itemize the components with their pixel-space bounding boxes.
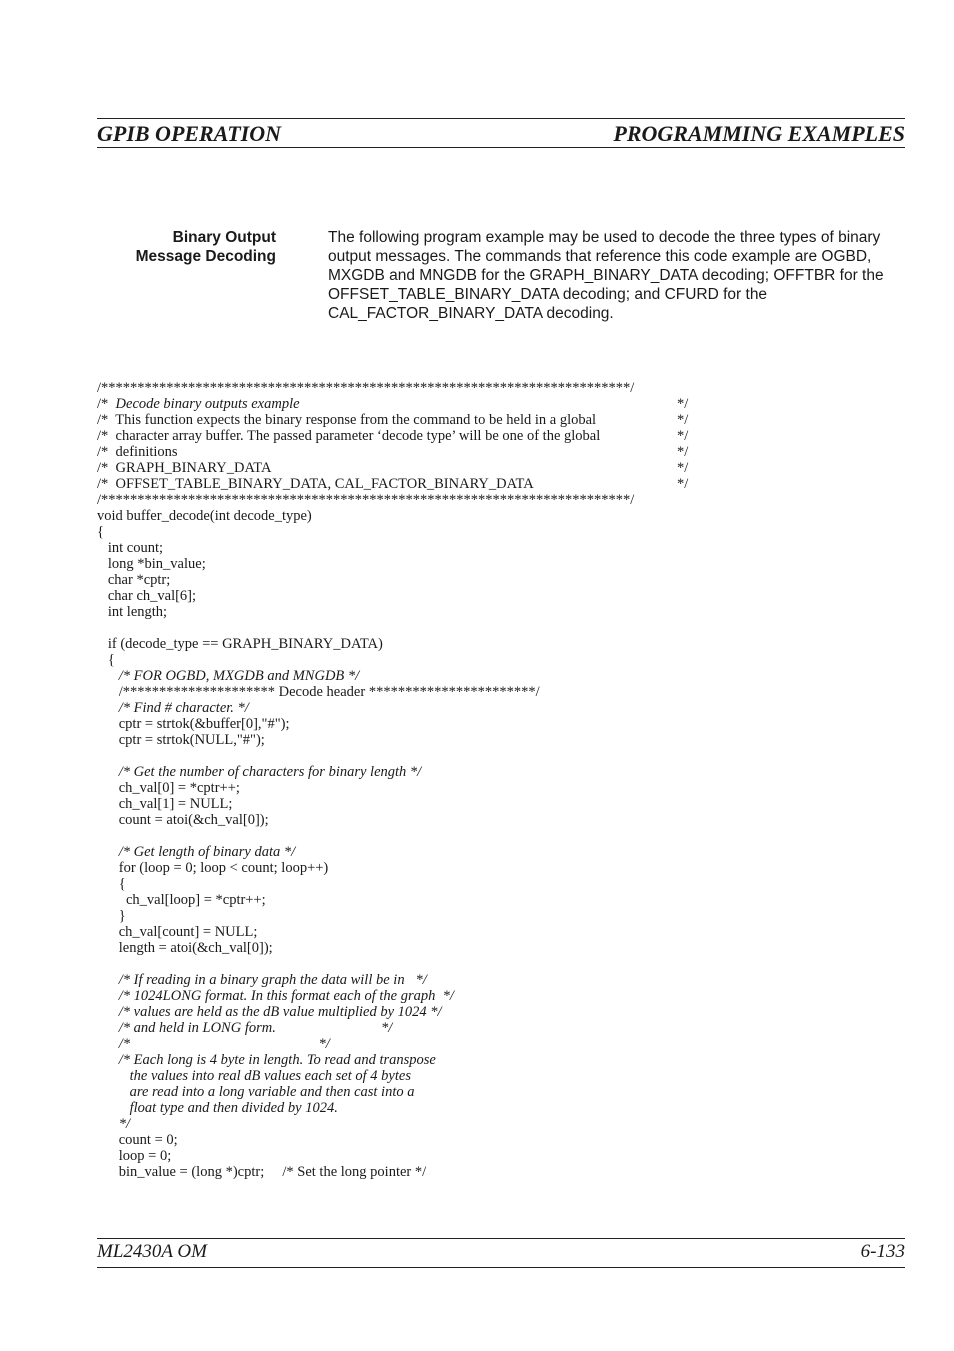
footer-page-number: 6-133 [860, 1241, 905, 1262]
comment-close-marker: */ [677, 444, 689, 460]
comment-close-marker: */ [677, 412, 689, 428]
code-line: /* 1024LONG format. In this format each of the graph */ [97, 988, 454, 1004]
code-line: { [97, 524, 104, 540]
comment-open-marker: /* [97, 428, 116, 444]
code-line: /* If reading in a binary graph the data will be in */ [97, 972, 427, 988]
comment-box-text: definitions [115, 444, 178, 460]
intro-line: CAL_FACTOR_BINARY_DATA decoding. [328, 305, 614, 322]
comment-box-line [97, 476, 697, 492]
comment-open-marker: /* [97, 476, 116, 492]
intro-line: MXGDB and MNGDB for the GRAPH_BINARY_DATA decoding; OFFTBR for the [328, 267, 884, 284]
comment-box-text: This function expects the binary response from the command to be held in a global [115, 412, 597, 428]
code-line: the values into real dB values each set of 4 bytes [97, 1068, 411, 1084]
intro-line: The following program example may be used to decode the three types of binary [328, 229, 881, 246]
header-section-title: PROGRAMMING EXAMPLES [613, 121, 905, 146]
code-line: { [97, 876, 126, 892]
code-line: bin_value = (long *)cptr; /* Set the long pointer */ [97, 1164, 427, 1180]
section-heading [96, 228, 276, 266]
page-header [97, 118, 905, 148]
code-line: /* Find # character. */ [97, 700, 249, 716]
code-listing [97, 380, 697, 1180]
code-line [97, 620, 697, 636]
intro-line: OFFSET_TABLE_BINARY_DATA decoding; and CFURD for the [328, 286, 768, 303]
code-line: ch_val[1] = NULL; [97, 796, 233, 812]
code-line: /* values are held as the dB value multiplied by 1024 */ [97, 1004, 442, 1020]
footer-manual-id: ML2430A OM [97, 1241, 207, 1262]
section-heading-line: Binary Output [172, 229, 276, 246]
comment-box-text: OFFSET_TABLE_BINARY_DATA, CAL_FACTOR_BINARY_DATA [115, 476, 534, 492]
code-line: cptr = strtok(NULL,"#"); [97, 732, 265, 748]
code-line: /* Get length of binary data */ [97, 844, 296, 860]
code-line: length = atoi(&ch_val[0]); [97, 940, 273, 956]
comment-close-marker: */ [677, 476, 689, 492]
code-line: loop = 0; [97, 1148, 172, 1164]
code-line: count = 0; [97, 1132, 178, 1148]
code-line: void buffer_decode(int decode_type) [97, 508, 312, 524]
comment-banner-top: /*************************************************************************/ [97, 380, 635, 396]
code-line [97, 956, 697, 972]
comment-open-marker: /* [97, 396, 116, 412]
code-line: int count; [97, 540, 164, 556]
intro-line: output messages. The commands that reference this code example are OGBD, [328, 248, 872, 265]
comment-banner-bottom: /*************************************************************************/ [97, 492, 635, 508]
code-line: /* Each long is 4 byte in length. To read and transpose [97, 1052, 436, 1068]
comment-open-marker: /* [97, 412, 116, 428]
code-line: cptr = strtok(&buffer[0],"#"); [97, 716, 290, 732]
code-line: int length; [97, 604, 168, 620]
comment-box-line [97, 396, 697, 412]
comment-box-line [97, 460, 697, 476]
code-line: /* */ [97, 1036, 330, 1052]
comment-box-line [97, 428, 697, 444]
comment-box-line [97, 412, 697, 428]
code-line: for (loop = 0; loop < count; loop++) [97, 860, 329, 876]
comment-open-marker: /* [97, 460, 116, 476]
code-line: /* Get the number of characters for binary length */ [97, 764, 422, 780]
code-line: char ch_val[6]; [97, 588, 197, 604]
code-line [97, 828, 697, 844]
code-line: /* FOR OGBD, MXGDB and MNGDB */ [97, 668, 360, 684]
comment-close-marker: */ [677, 396, 689, 412]
code-line: char *cptr; [97, 572, 171, 588]
comment-box-text: Decode binary outputs example [115, 396, 300, 412]
comment-close-marker: */ [677, 428, 689, 444]
code-line: { [97, 652, 115, 668]
code-line: ch_val[loop] = *cptr++; [97, 892, 266, 908]
code-line: /********************* Decode header ***********************/ [97, 684, 540, 700]
code-line: } [97, 908, 126, 924]
code-line: if (decode_type == GRAPH_BINARY_DATA) [97, 636, 383, 652]
code-line: float type and then divided by 1024. [97, 1100, 338, 1116]
comment-box-line [97, 444, 697, 460]
comment-close-marker: */ [677, 460, 689, 476]
comment-open-marker: /* [97, 444, 116, 460]
page-footer [97, 1238, 905, 1268]
header-chapter-title: GPIB OPERATION [97, 121, 281, 146]
code-line: long *bin_value; [97, 556, 206, 572]
code-line: are read into a long variable and then cast into a [97, 1084, 415, 1100]
code-body [97, 508, 697, 1180]
code-line: ch_val[count] = NULL; [97, 924, 258, 940]
code-line: /* and held in LONG form. */ [97, 1020, 393, 1036]
comment-box [97, 396, 697, 492]
code-line: count = atoi(&ch_val[0]); [97, 812, 269, 828]
code-line [97, 748, 697, 764]
section-heading-line: Message Decoding [135, 248, 276, 265]
code-line: */ [97, 1116, 131, 1132]
code-line: ch_val[0] = *cptr++; [97, 780, 240, 796]
intro-paragraph [328, 228, 908, 323]
comment-box-text: GRAPH_BINARY_DATA [115, 460, 272, 476]
comment-box-text: character array buffer. The passed parameter ‘decode type’ will be one of the global [115, 428, 601, 444]
